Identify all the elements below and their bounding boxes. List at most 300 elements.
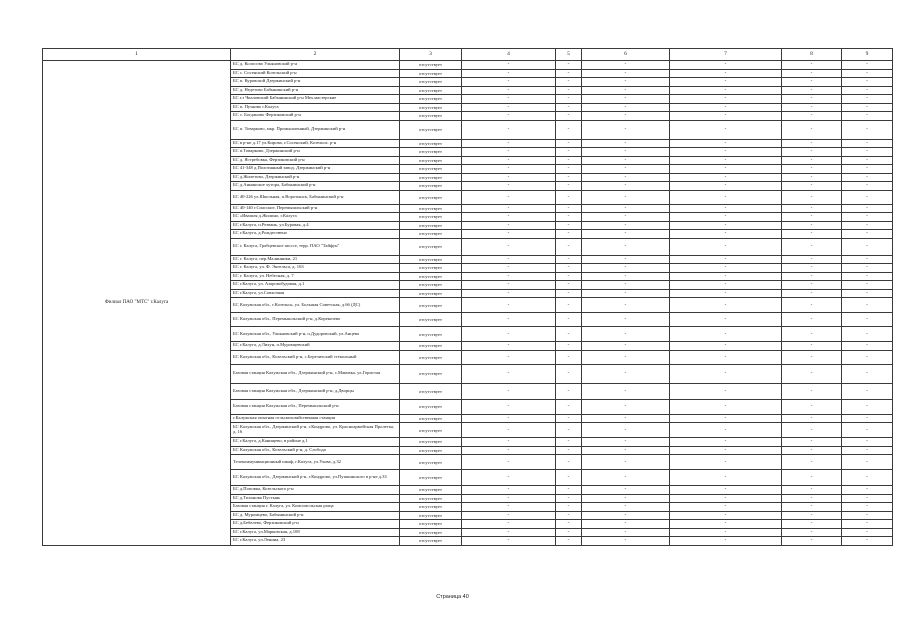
value-cell-col-4: - — [462, 190, 556, 204]
status-cell: отсутствует — [400, 423, 462, 438]
value-cell-col-6: - — [582, 486, 670, 495]
value-cell-col-6: - — [582, 528, 670, 537]
value-cell-col-6: - — [582, 511, 670, 520]
value-cell-col-5: - — [556, 503, 582, 512]
status-cell: отсутствует — [400, 383, 462, 399]
value-cell-col-9: - — [842, 494, 893, 503]
value-cell-col-5: - — [556, 438, 582, 447]
value-cell-col-8: - — [782, 470, 842, 486]
value-cell-col-8: - — [782, 364, 842, 383]
station-name-cell: БС п. Пучково г.Калуга — [231, 103, 400, 112]
value-cell-col-8: - — [782, 112, 842, 121]
value-cell-col-9: - — [842, 399, 893, 414]
value-cell-col-8: - — [782, 156, 842, 165]
value-cell-col-7: - — [670, 537, 782, 546]
value-cell-col-9: - — [842, 438, 893, 447]
value-cell-col-9: - — [842, 165, 893, 174]
station-name-cell: БС г.Калуга, ул.Ленина, 23 — [231, 537, 400, 546]
value-cell-col-9: - — [842, 78, 893, 87]
status-cell: отсутствует — [400, 264, 462, 273]
value-cell-col-5: - — [556, 95, 582, 104]
col-header-7: 7 — [670, 49, 782, 61]
value-cell-col-4: - — [462, 213, 556, 222]
value-cell-col-7: - — [670, 438, 782, 447]
status-cell: отсутствует — [400, 221, 462, 230]
status-cell: отсутствует — [400, 255, 462, 264]
value-cell-col-7: - — [670, 455, 782, 470]
document-sheet — [42, 48, 892, 546]
value-cell-col-9: - — [842, 204, 893, 213]
value-cell-col-9: - — [842, 342, 893, 351]
station-name-cell: БС д. Ястребовка, Ферзиковский р-н — [231, 156, 400, 165]
value-cell-col-6: - — [582, 350, 670, 364]
value-cell-col-7: - — [670, 414, 782, 423]
value-cell-col-9: - — [842, 264, 893, 273]
value-cell-col-9: - — [842, 173, 893, 182]
value-cell-col-5: - — [556, 86, 582, 95]
value-cell-col-5: - — [556, 281, 582, 290]
value-cell-col-6: - — [582, 204, 670, 213]
value-cell-col-8: - — [782, 165, 842, 174]
col-header-1: 1 — [43, 49, 231, 61]
station-name-cell: БС г.з Чкаловский Бабынинский р-н Мех.мастерские — [231, 95, 400, 104]
station-name-cell: БС г. Калуга, Грабцевское шоссе, терр. ПАО "Тайфун" — [231, 238, 400, 255]
value-cell-col-9: - — [842, 503, 893, 512]
value-cell-col-8: - — [782, 350, 842, 364]
station-name-cell: Базовая станция Калужская обл., Перемышльский р-н — [231, 399, 400, 414]
value-cell-col-8: - — [782, 298, 842, 313]
value-cell-col-5: - — [556, 520, 582, 529]
value-cell-col-4: - — [462, 486, 556, 495]
value-cell-col-8: - — [782, 327, 842, 342]
value-cell-col-6: - — [582, 438, 670, 447]
value-cell-col-6: - — [582, 165, 670, 174]
col-header-3: 3 — [400, 49, 462, 61]
status-cell: отсутствует — [400, 230, 462, 239]
station-name-cell: БС п. Куровской Дзержинский р-н — [231, 78, 400, 87]
station-name-cell: БС «Ивашля д.Жилино, г.Калуга — [231, 213, 400, 222]
status-cell: отсутствует — [400, 327, 462, 342]
value-cell-col-9: - — [842, 327, 893, 342]
status-cell: отсутствует — [400, 78, 462, 87]
value-cell-col-8: - — [782, 494, 842, 503]
value-cell-col-5: - — [556, 139, 582, 148]
station-name-cell: БС г. Калуга, пер.Малинники, 21 — [231, 255, 400, 264]
value-cell-col-9: - — [842, 455, 893, 470]
station-name-cell: БС в р-не д.17 ул.Кирова, г.Сосенский, Козельск. р-н — [231, 139, 400, 148]
value-cell-col-8: - — [782, 511, 842, 520]
value-cell-col-6: - — [582, 298, 670, 313]
value-cell-col-4: - — [462, 455, 556, 470]
station-name-cell: БС 40-140 г.Спасское, Перемышльский р-н — [231, 204, 400, 213]
status-cell: отсутствует — [400, 298, 462, 313]
base-station-table — [42, 48, 893, 546]
value-cell-col-5: - — [556, 148, 582, 157]
value-cell-col-7: - — [670, 298, 782, 313]
value-cell-col-8: - — [782, 520, 842, 529]
value-cell-col-4: - — [462, 156, 556, 165]
station-name-cell: БС Калужская обл., Дзержинский р-н, г.Кондрово, ул. Красноармейская Пролетка, д. 16 — [231, 423, 400, 438]
value-cell-col-7: - — [670, 399, 782, 414]
value-cell-col-4: - — [462, 139, 556, 148]
status-cell: отсутствует — [400, 272, 462, 281]
status-cell: отсутствует — [400, 156, 462, 165]
value-cell-col-7: - — [670, 221, 782, 230]
value-cell-col-8: - — [782, 342, 842, 351]
value-cell-col-6: - — [582, 255, 670, 264]
value-cell-col-6: - — [582, 455, 670, 470]
value-cell-col-8: - — [782, 446, 842, 455]
status-cell: отсутствует — [400, 364, 462, 383]
value-cell-col-9: - — [842, 486, 893, 495]
status-cell: отсутствует — [400, 148, 462, 157]
value-cell-col-6: - — [582, 537, 670, 546]
value-cell-col-7: - — [670, 61, 782, 70]
value-cell-col-6: - — [582, 383, 670, 399]
value-cell-col-8: - — [782, 238, 842, 255]
station-name-cell: БС Калужская обл., Козельский р-н, д. Слобода — [231, 446, 400, 455]
value-cell-col-7: - — [670, 423, 782, 438]
value-cell-col-5: - — [556, 103, 582, 112]
value-cell-col-9: - — [842, 383, 893, 399]
value-cell-col-4: - — [462, 470, 556, 486]
status-cell: отсутствует — [400, 350, 462, 364]
value-cell-col-8: - — [782, 230, 842, 239]
column-number-row — [43, 49, 893, 61]
value-cell-col-8: - — [782, 78, 842, 87]
station-name-cell: БС г. Калуга, ул. Небесная, д. 7 — [231, 272, 400, 281]
station-name-cell: БС г.Калуга, п.Резвань, ул.Буровая, д.4 — [231, 221, 400, 230]
station-name-cell: БС с. Богданово Ферзиковский р-н — [231, 112, 400, 121]
value-cell-col-8: - — [782, 69, 842, 78]
value-cell-col-7: - — [670, 486, 782, 495]
value-cell-col-6: - — [582, 156, 670, 165]
value-cell-col-6: - — [582, 103, 670, 112]
value-cell-col-4: - — [462, 503, 556, 512]
value-cell-col-5: - — [556, 298, 582, 313]
value-cell-col-5: - — [556, 423, 582, 438]
value-cell-col-7: - — [670, 86, 782, 95]
value-cell-col-9: - — [842, 255, 893, 264]
station-name-cell: БС Калужская обл., Дзержинский р-н, г.Кондрово, ул.Пушкинского в р-не д.33 — [231, 470, 400, 486]
value-cell-col-8: - — [782, 537, 842, 546]
value-cell-col-5: - — [556, 112, 582, 121]
value-cell-col-8: - — [782, 289, 842, 298]
status-cell: отсутствует — [400, 470, 462, 486]
value-cell-col-8: - — [782, 204, 842, 213]
value-cell-col-6: - — [582, 446, 670, 455]
station-name-cell: БС д. Колосово Ульяновский р-н — [231, 61, 400, 70]
value-cell-col-5: - — [556, 221, 582, 230]
value-cell-col-7: - — [670, 213, 782, 222]
value-cell-col-4: - — [462, 78, 556, 87]
status-cell: отсутствует — [400, 95, 462, 104]
station-name-cell: Базовая станция Калужская обл., Дзержинский р-н, д.Дворцы — [231, 383, 400, 399]
value-cell-col-9: - — [842, 61, 893, 70]
value-cell-col-8: - — [782, 383, 842, 399]
station-name-cell: БС г.Калуга, д.Канищево, в районе д.1 — [231, 438, 400, 447]
station-name-cell: БС Калужская обл., Перемышльский р-н, д.Корекозево — [231, 313, 400, 327]
value-cell-col-6: - — [582, 61, 670, 70]
status-cell: отсутствует — [400, 537, 462, 546]
value-cell-col-5: - — [556, 327, 582, 342]
station-name-cell: БС д. Муромцево, Бабынинский р-н — [231, 511, 400, 520]
value-cell-col-7: - — [670, 156, 782, 165]
value-cell-col-4: - — [462, 165, 556, 174]
value-cell-col-8: - — [782, 503, 842, 512]
station-name-cell: БС Калужская обл., Козельский р-н, с.Березичский стекольный — [231, 350, 400, 364]
value-cell-col-8: - — [782, 486, 842, 495]
value-cell-col-7: - — [670, 190, 782, 204]
value-cell-col-9: - — [842, 120, 893, 139]
value-cell-col-7: - — [670, 78, 782, 87]
value-cell-col-9: - — [842, 182, 893, 191]
value-cell-col-7: - — [670, 511, 782, 520]
value-cell-col-9: - — [842, 446, 893, 455]
station-name-cell: БС д.Бебелево, Ферзиковский р-н — [231, 520, 400, 529]
value-cell-col-6: - — [582, 520, 670, 529]
status-cell: отсутствует — [400, 399, 462, 414]
value-cell-col-9: - — [842, 95, 893, 104]
value-cell-col-5: - — [556, 313, 582, 327]
value-cell-col-6: - — [582, 494, 670, 503]
value-cell-col-4: - — [462, 112, 556, 121]
value-cell-col-7: - — [670, 264, 782, 273]
value-cell-col-5: - — [556, 350, 582, 364]
value-cell-col-4: - — [462, 95, 556, 104]
value-cell-col-8: - — [782, 173, 842, 182]
value-cell-col-6: - — [582, 230, 670, 239]
value-cell-col-8: - — [782, 255, 842, 264]
value-cell-col-9: - — [842, 298, 893, 313]
value-cell-col-4: - — [462, 350, 556, 364]
value-cell-col-7: - — [670, 103, 782, 112]
value-cell-col-9: - — [842, 238, 893, 255]
value-cell-col-9: - — [842, 112, 893, 121]
status-cell: отсутствует — [400, 520, 462, 529]
status-cell: отсутствует — [400, 173, 462, 182]
status-cell: отсутствует — [400, 86, 462, 95]
value-cell-col-6: - — [582, 327, 670, 342]
value-cell-col-9: - — [842, 86, 893, 95]
value-cell-col-7: - — [670, 383, 782, 399]
table-body — [43, 61, 893, 546]
status-cell: отсутствует — [400, 313, 462, 327]
value-cell-col-4: - — [462, 103, 556, 112]
value-cell-col-8: - — [782, 103, 842, 112]
value-cell-col-5: - — [556, 213, 582, 222]
organization-cell: Филиал ПАО "МТС" г.Калуга — [43, 61, 231, 546]
value-cell-col-7: - — [670, 95, 782, 104]
value-cell-col-5: - — [556, 182, 582, 191]
value-cell-col-4: - — [462, 281, 556, 290]
value-cell-col-8: - — [782, 423, 842, 438]
value-cell-col-6: - — [582, 399, 670, 414]
status-cell: отсутствует — [400, 486, 462, 495]
value-cell-col-5: - — [556, 414, 582, 423]
station-name-cell: БС г.Калуга, д.Лихун, п.Муромцевский — [231, 342, 400, 351]
value-cell-col-5: - — [556, 494, 582, 503]
value-cell-col-4: - — [462, 173, 556, 182]
status-cell: отсутствует — [400, 112, 462, 121]
value-cell-col-7: - — [670, 503, 782, 512]
station-name-cell: БС д. Недетово Бабынинский р-н — [231, 86, 400, 95]
value-cell-col-8: - — [782, 86, 842, 95]
value-cell-col-9: - — [842, 364, 893, 383]
station-name-cell: БС д.Поповка, Козельского р-н — [231, 486, 400, 495]
station-name-cell: БС д.Жилетово, Дзержинский р-н — [231, 173, 400, 182]
status-cell: отсутствует — [400, 61, 462, 70]
value-cell-col-9: - — [842, 289, 893, 298]
value-cell-col-4: - — [462, 438, 556, 447]
value-cell-col-9: - — [842, 511, 893, 520]
value-cell-col-7: - — [670, 520, 782, 529]
value-cell-col-9: - — [842, 230, 893, 239]
value-cell-col-5: - — [556, 69, 582, 78]
status-cell: отсутствует — [400, 238, 462, 255]
value-cell-col-5: - — [556, 342, 582, 351]
value-cell-col-4: - — [462, 399, 556, 414]
value-cell-col-8: - — [782, 528, 842, 537]
value-cell-col-4: - — [462, 120, 556, 139]
value-cell-col-8: - — [782, 399, 842, 414]
value-cell-col-4: - — [462, 182, 556, 191]
value-cell-col-5: - — [556, 61, 582, 70]
value-cell-col-5: - — [556, 537, 582, 546]
value-cell-col-4: - — [462, 327, 556, 342]
value-cell-col-6: - — [582, 264, 670, 273]
value-cell-col-6: - — [582, 182, 670, 191]
value-cell-col-4: - — [462, 148, 556, 157]
value-cell-col-6: - — [582, 342, 670, 351]
value-cell-col-7: - — [670, 112, 782, 121]
value-cell-col-5: - — [556, 190, 582, 204]
value-cell-col-9: - — [842, 313, 893, 327]
status-cell: отсутствует — [400, 182, 462, 191]
value-cell-col-8: - — [782, 264, 842, 273]
value-cell-col-7: - — [670, 313, 782, 327]
value-cell-col-5: - — [556, 173, 582, 182]
value-cell-col-4: - — [462, 86, 556, 95]
value-cell-col-4: - — [462, 511, 556, 520]
value-cell-col-6: - — [582, 423, 670, 438]
value-cell-col-8: - — [782, 148, 842, 157]
value-cell-col-9: - — [842, 69, 893, 78]
value-cell-col-4: - — [462, 298, 556, 313]
value-cell-col-5: - — [556, 238, 582, 255]
value-cell-col-7: - — [670, 528, 782, 537]
value-cell-col-9: - — [842, 350, 893, 364]
value-cell-col-8: - — [782, 455, 842, 470]
value-cell-col-4: - — [462, 423, 556, 438]
value-cell-col-6: - — [582, 213, 670, 222]
station-name-cell: БС д.Аннинское хутора, Бабынинский р-н — [231, 182, 400, 191]
value-cell-col-4: - — [462, 264, 556, 273]
value-cell-col-6: - — [582, 120, 670, 139]
status-cell: отсутствует — [400, 455, 462, 470]
value-cell-col-5: - — [556, 272, 582, 281]
value-cell-col-7: - — [670, 494, 782, 503]
status-cell: отсутствует — [400, 165, 462, 174]
value-cell-col-4: - — [462, 204, 556, 213]
value-cell-col-5: - — [556, 446, 582, 455]
value-cell-col-4: - — [462, 383, 556, 399]
status-cell: отсутствует — [400, 414, 462, 423]
value-cell-col-7: - — [670, 342, 782, 351]
value-cell-col-4: - — [462, 446, 556, 455]
station-name-cell: БС Калужская обл., Ульяновский р-н, п.Дудоровский, ул.Анцева — [231, 327, 400, 342]
station-name-cell: Телекоммуникационный шкаф, г.Калуга, ул.Ухова, д.32 — [231, 455, 400, 470]
status-cell: отсутствует — [400, 503, 462, 512]
value-cell-col-9: - — [842, 213, 893, 222]
status-cell: отсутствует — [400, 281, 462, 290]
value-cell-col-6: - — [582, 112, 670, 121]
value-cell-col-8: - — [782, 221, 842, 230]
value-cell-col-5: - — [556, 364, 582, 383]
value-cell-col-4: - — [462, 313, 556, 327]
value-cell-col-5: - — [556, 204, 582, 213]
value-cell-col-9: - — [842, 103, 893, 112]
value-cell-col-8: - — [782, 414, 842, 423]
value-cell-col-4: - — [462, 537, 556, 546]
value-cell-col-7: - — [670, 289, 782, 298]
value-cell-col-9: - — [842, 221, 893, 230]
col-header-9: 9 — [842, 49, 893, 61]
value-cell-col-5: - — [556, 383, 582, 399]
value-cell-col-6: - — [582, 313, 670, 327]
status-cell: отсутствует — [400, 139, 462, 148]
value-cell-col-4: - — [462, 414, 556, 423]
value-cell-col-8: - — [782, 61, 842, 70]
col-header-8: 8 — [782, 49, 842, 61]
status-cell: отсутствует — [400, 204, 462, 213]
value-cell-col-7: - — [670, 446, 782, 455]
value-cell-col-9: - — [842, 148, 893, 157]
value-cell-col-5: - — [556, 455, 582, 470]
value-cell-col-6: - — [582, 272, 670, 281]
value-cell-col-8: - — [782, 213, 842, 222]
value-cell-col-7: - — [670, 281, 782, 290]
value-cell-col-6: - — [582, 414, 670, 423]
station-name-cell: БС г.Калуга, д.Рождествено — [231, 230, 400, 239]
value-cell-col-5: - — [556, 255, 582, 264]
value-cell-col-8: - — [782, 438, 842, 447]
value-cell-col-8: - — [782, 182, 842, 191]
value-cell-col-9: - — [842, 414, 893, 423]
station-name-cell: Базовая станция Калужская обл., Дзержинский р-н, с.Маковка, ул.Гористая — [231, 364, 400, 383]
value-cell-col-6: - — [582, 69, 670, 78]
status-cell: отсутствует — [400, 342, 462, 351]
status-cell: отсутствует — [400, 69, 462, 78]
value-cell-col-6: - — [582, 238, 670, 255]
station-name-cell: БС г.Калуга, ул.Совхозная — [231, 289, 400, 298]
value-cell-col-5: - — [556, 399, 582, 414]
value-cell-col-7: - — [670, 148, 782, 157]
value-cell-col-5: - — [556, 289, 582, 298]
value-cell-col-4: - — [462, 238, 556, 255]
value-cell-col-8: - — [782, 139, 842, 148]
value-cell-col-6: - — [582, 190, 670, 204]
value-cell-col-4: - — [462, 289, 556, 298]
value-cell-col-9: - — [842, 139, 893, 148]
station-name-cell: БС Калужская обл., г.Козельск, ул. Большая Советская, д.66 (ДС) — [231, 298, 400, 313]
value-cell-col-4: - — [462, 364, 556, 383]
value-cell-col-7: - — [670, 470, 782, 486]
value-cell-col-6: - — [582, 173, 670, 182]
status-cell: отсутствует — [400, 103, 462, 112]
value-cell-col-6: - — [582, 281, 670, 290]
value-cell-col-5: - — [556, 230, 582, 239]
